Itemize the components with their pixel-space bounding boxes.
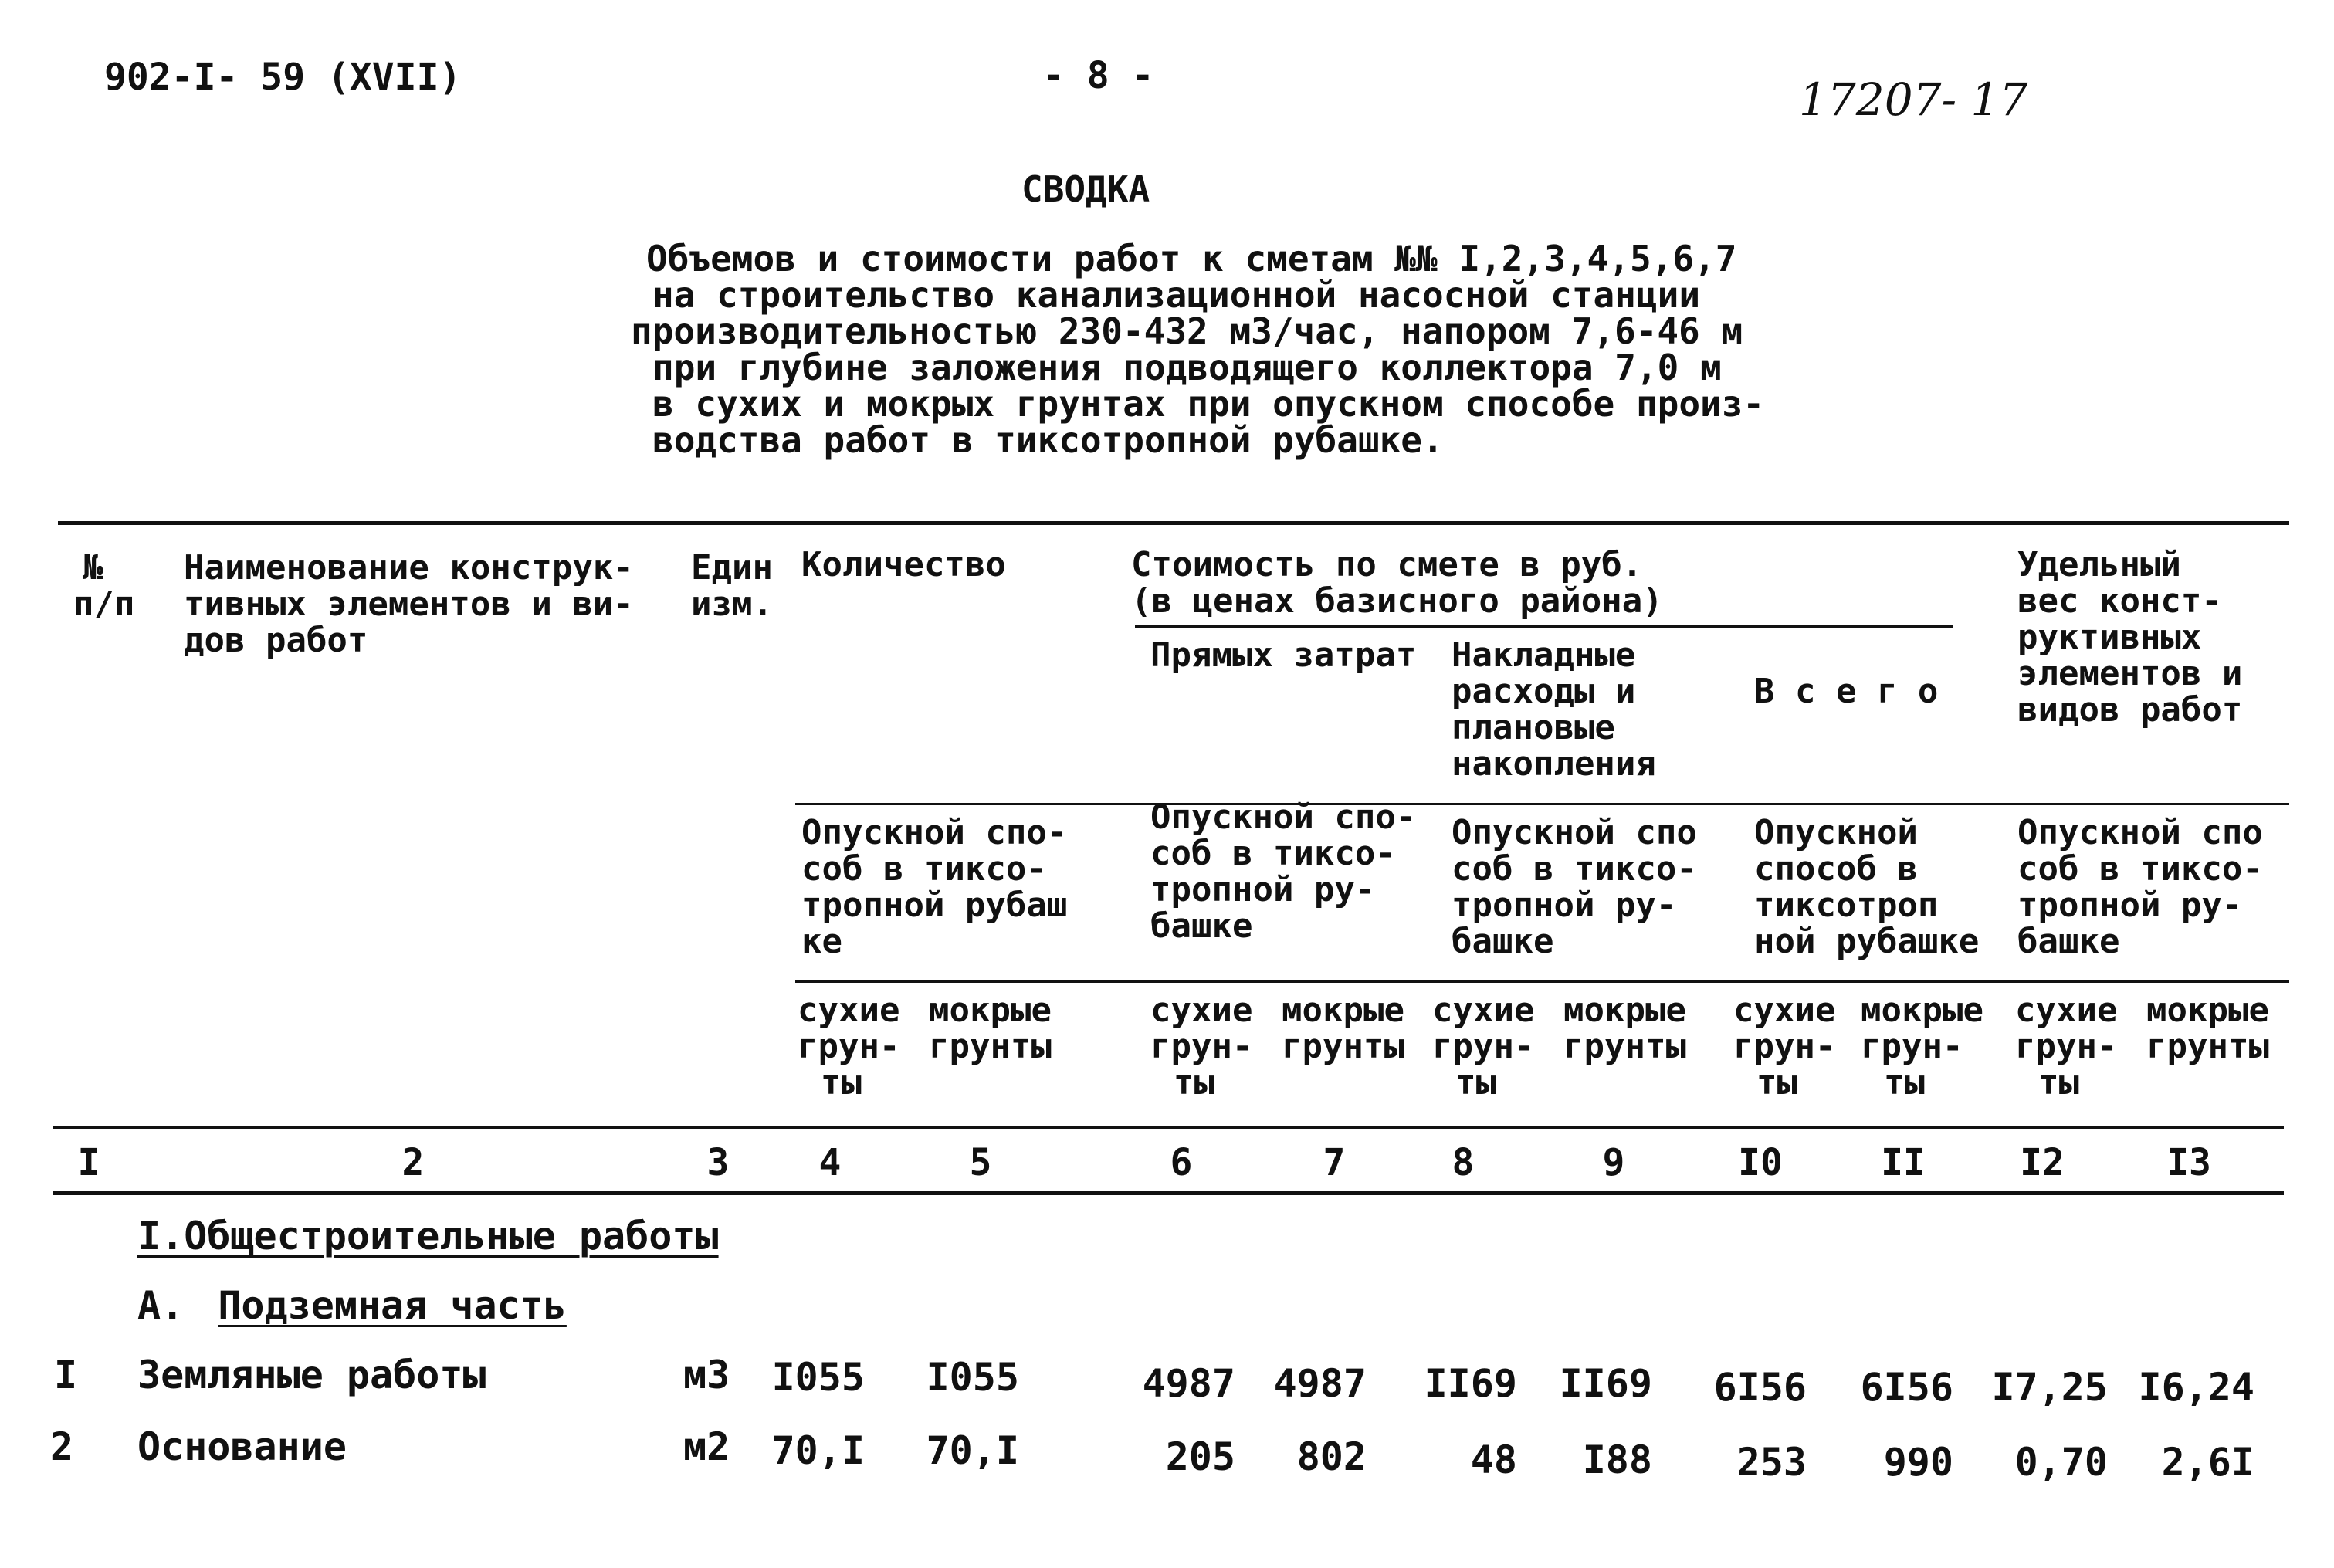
total-wet: 6I56 bbox=[1860, 1365, 1953, 1410]
qty-wet: I055 bbox=[926, 1355, 1019, 1400]
column-header-number: № п/п bbox=[73, 548, 135, 624]
column-header-cost: Стоимость по смете в руб. (в ценах базисного района) bbox=[1131, 545, 1663, 621]
qty-dry: I055 bbox=[771, 1355, 865, 1400]
specific-dry: 0,70 bbox=[2014, 1440, 2108, 1485]
row-unit: м3 bbox=[683, 1353, 730, 1397]
intro-line: при глубине заложения подводящего коллектора 7,0 м bbox=[652, 347, 1722, 388]
total-wet: 990 bbox=[1883, 1440, 1953, 1485]
row-name: Земляные работы bbox=[137, 1353, 486, 1397]
direct-wet: 802 bbox=[1296, 1434, 1367, 1479]
soil-row-rule bbox=[795, 980, 2289, 983]
soil-header-dry: сухие грун- ты bbox=[2015, 991, 2118, 1102]
soil-header-dry: сухие грун- ты bbox=[798, 991, 900, 1102]
overhead-wet: I88 bbox=[1582, 1438, 1652, 1482]
column-number: I3 bbox=[2166, 1141, 2211, 1184]
column-number: II bbox=[1881, 1141, 1926, 1184]
column-number: I2 bbox=[2020, 1141, 2065, 1184]
qty-dry: 70,I bbox=[771, 1428, 865, 1473]
overhead-dry: II69 bbox=[1424, 1361, 1517, 1406]
soil-header-wet: мокрые грунты bbox=[1563, 991, 1686, 1066]
row-name: Основание bbox=[137, 1424, 347, 1469]
specific-dry: I7,25 bbox=[1991, 1365, 2108, 1410]
column-header-name: Наименование конструк- тивных элементов и ви- дов работ bbox=[184, 548, 634, 660]
row-unit: м2 bbox=[683, 1424, 730, 1469]
soil-header-wet: мокрые грунты bbox=[2146, 991, 2269, 1066]
subsection-marker: А. bbox=[137, 1283, 185, 1328]
intro-line: производительностью 230-432 м3/час, напором 7,6-46 м bbox=[631, 310, 1743, 352]
overhead-wet: II69 bbox=[1559, 1361, 1652, 1406]
intro-paragraph bbox=[631, 238, 1765, 461]
document-code: 902-I- 59 (XVII) bbox=[104, 56, 462, 99]
direct-dry: 4987 bbox=[1142, 1361, 1235, 1406]
total-dry: 253 bbox=[1736, 1440, 1807, 1485]
column-header-unit: Един изм. bbox=[691, 548, 773, 624]
soil-header-dry: сухие грун- ты bbox=[1150, 991, 1253, 1102]
method-header-direct: Опускной спо- соб в тиксо- тропной ру- башке bbox=[1150, 798, 1417, 946]
column-header-specific-weight: Удельный вес конст- руктивных элементов и видов работ bbox=[2017, 545, 2243, 730]
column-number: 6 bbox=[1170, 1141, 1193, 1184]
method-header-specific: Опускной спо соб в тиксо- тропной ру- башке bbox=[2017, 813, 2263, 961]
column-numbers-rule bbox=[53, 1191, 2284, 1195]
column-header-overhead: Накладные расходы и плановые накопления bbox=[1452, 635, 1656, 784]
direct-dry: 205 bbox=[1165, 1434, 1235, 1479]
column-header-quantity: Количество bbox=[801, 545, 1006, 584]
row-number: 2 bbox=[50, 1424, 74, 1469]
specific-wet: 2,6I bbox=[2161, 1440, 2254, 1485]
method-header-total: Опускной способ в тиксотроп ной рубашке bbox=[1754, 813, 1980, 961]
specific-wet: I6,24 bbox=[2138, 1365, 2254, 1410]
soil-header-wet: мокрые грунты bbox=[929, 991, 1052, 1066]
total-dry: 6I56 bbox=[1713, 1365, 1807, 1410]
soil-header-dry: сухие грун- ты bbox=[1432, 991, 1535, 1102]
page-number: - 8 - bbox=[1042, 54, 1154, 97]
subsection-title: Подземная часть bbox=[218, 1283, 567, 1328]
method-header-overhead: Опускной спо соб в тиксо- тропной ру- башке bbox=[1452, 813, 1697, 961]
table-top-rule bbox=[58, 521, 2289, 525]
direct-wet: 4987 bbox=[1273, 1361, 1367, 1406]
header-bottom-rule bbox=[53, 1126, 2284, 1129]
column-number: 3 bbox=[706, 1141, 730, 1184]
cost-group-rule bbox=[1135, 625, 1953, 628]
column-number: I0 bbox=[1738, 1141, 1783, 1184]
intro-line: Объемов и стоимости работ к сметам №№ I,2,3,4,5,6,7 bbox=[646, 238, 1737, 279]
soil-header-wet: мокрые грунты bbox=[1282, 991, 1404, 1066]
soil-header-wet: мокрые грун- ты bbox=[1861, 991, 1983, 1102]
column-number: I bbox=[77, 1141, 100, 1184]
method-row-rule bbox=[795, 803, 2289, 805]
subsection-heading bbox=[137, 1283, 567, 1328]
soil-header-dry: сухие грун- ты bbox=[1733, 991, 1836, 1102]
column-header-direct-costs: Прямых затрат bbox=[1150, 635, 1417, 675]
overhead-dry: 48 bbox=[1470, 1438, 1517, 1482]
column-number: 8 bbox=[1452, 1141, 1475, 1184]
intro-line: в сухих и мокрых грунтах при опускном способе произ- bbox=[652, 383, 1765, 425]
column-number: 9 bbox=[1602, 1141, 1625, 1184]
qty-wet: 70,I bbox=[926, 1428, 1019, 1473]
row-number: I bbox=[54, 1353, 78, 1397]
column-number: 2 bbox=[401, 1141, 425, 1184]
method-header-quantity: Опускной спо- соб в тиксо- тропной рубаш ке bbox=[801, 813, 1068, 961]
column-number: 7 bbox=[1323, 1141, 1346, 1184]
intro-line: на строительство канализационной насосной станции bbox=[652, 274, 1701, 316]
column-number: 4 bbox=[818, 1141, 842, 1184]
page-title: СВОДКА bbox=[1021, 168, 1150, 210]
section-heading: I.Общестроительные работы bbox=[137, 1214, 719, 1258]
column-header-total: В с е г о bbox=[1754, 672, 1939, 711]
archive-number: 17207- 17 bbox=[1799, 73, 2028, 126]
column-number: 5 bbox=[969, 1141, 992, 1184]
intro-line: водства работ в тиксотропной рубашке. bbox=[652, 419, 1444, 461]
